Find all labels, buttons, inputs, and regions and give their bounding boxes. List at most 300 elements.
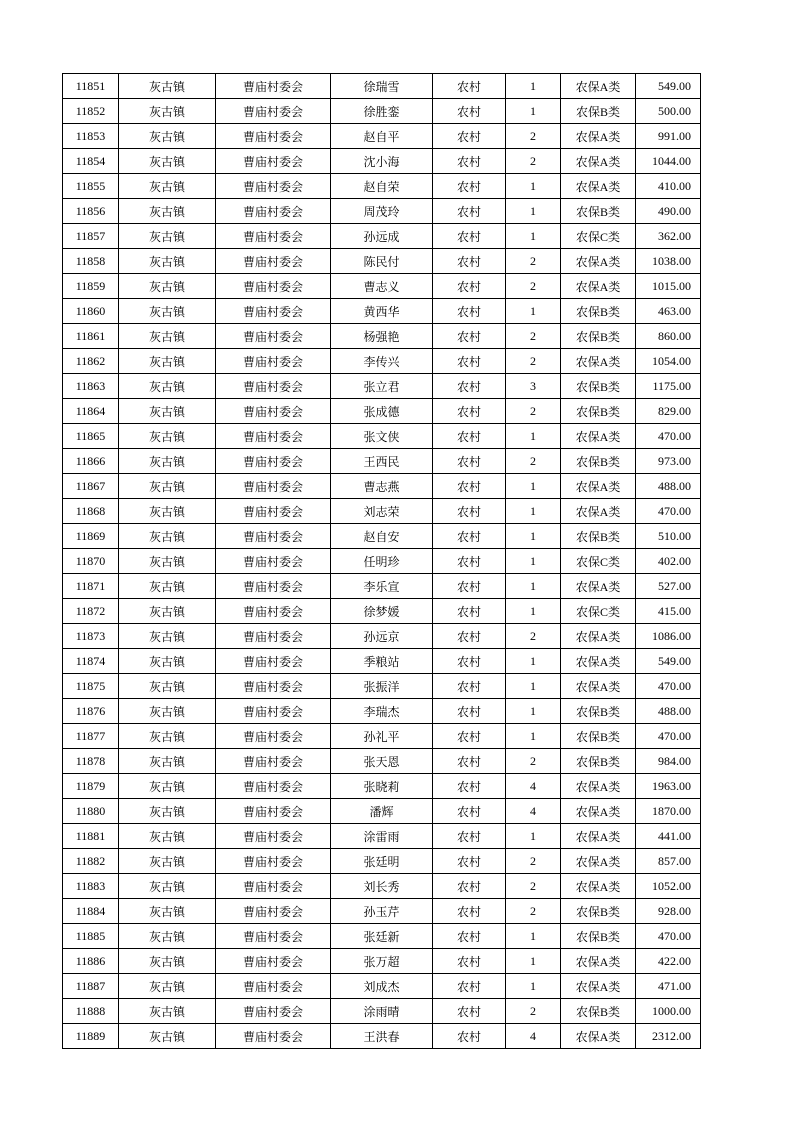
cell-village-committee: 曹庙村委会 <box>216 99 331 124</box>
cell-record-id: 11860 <box>63 299 119 324</box>
cell-category: 农村 <box>433 149 506 174</box>
cell-category: 农村 <box>433 424 506 449</box>
cell-town: 灰古镇 <box>119 999 216 1024</box>
cell-category: 农村 <box>433 474 506 499</box>
cell-person-name: 王西民 <box>331 449 433 474</box>
cell-person-count: 1 <box>506 824 561 849</box>
table-row <box>63 674 701 699</box>
cell-village-committee: 曹庙村委会 <box>216 899 331 924</box>
cell-person-name: 孙玉芹 <box>331 899 433 924</box>
cell-person-name: 张廷明 <box>331 849 433 874</box>
cell-village-committee: 曹庙村委会 <box>216 749 331 774</box>
cell-record-id: 11871 <box>63 574 119 599</box>
cell-village-committee: 曹庙村委会 <box>216 524 331 549</box>
table-row <box>63 599 701 624</box>
cell-record-id: 11861 <box>63 324 119 349</box>
table-row <box>63 149 701 174</box>
table-row <box>63 924 701 949</box>
cell-person-name: 赵自平 <box>331 124 433 149</box>
cell-person-name: 赵自荣 <box>331 174 433 199</box>
cell-record-id: 11885 <box>63 924 119 949</box>
cell-person-count: 2 <box>506 124 561 149</box>
cell-village-committee: 曹庙村委会 <box>216 249 331 274</box>
cell-town: 灰古镇 <box>119 549 216 574</box>
cell-insurance-type: 农保A类 <box>561 974 636 999</box>
cell-insurance-type: 农保A类 <box>561 174 636 199</box>
cell-amount: 510.00 <box>636 524 701 549</box>
cell-record-id: 11881 <box>63 824 119 849</box>
cell-category: 农村 <box>433 699 506 724</box>
cell-insurance-type: 农保A类 <box>561 1024 636 1049</box>
cell-village-committee: 曹庙村委会 <box>216 174 331 199</box>
cell-insurance-type: 农保A类 <box>561 624 636 649</box>
cell-town: 灰古镇 <box>119 274 216 299</box>
cell-person-count: 4 <box>506 799 561 824</box>
cell-insurance-type: 农保A类 <box>561 74 636 99</box>
cell-insurance-type: 农保A类 <box>561 774 636 799</box>
cell-amount: 488.00 <box>636 699 701 724</box>
cell-village-committee: 曹庙村委会 <box>216 774 331 799</box>
cell-person-name: 杨强艳 <box>331 324 433 349</box>
cell-town: 灰古镇 <box>119 824 216 849</box>
table-row <box>63 799 701 824</box>
cell-category: 农村 <box>433 524 506 549</box>
cell-insurance-type: 农保A类 <box>561 674 636 699</box>
cell-amount: 441.00 <box>636 824 701 849</box>
cell-town: 灰古镇 <box>119 399 216 424</box>
cell-person-name: 沈小海 <box>331 149 433 174</box>
cell-person-count: 1 <box>506 974 561 999</box>
cell-person-count: 2 <box>506 999 561 1024</box>
cell-person-count: 2 <box>506 349 561 374</box>
cell-record-id: 11889 <box>63 1024 119 1049</box>
cell-category: 农村 <box>433 224 506 249</box>
cell-person-count: 1 <box>506 99 561 124</box>
cell-town: 灰古镇 <box>119 974 216 999</box>
table-row <box>63 999 701 1024</box>
cell-insurance-type: 农保A类 <box>561 249 636 274</box>
cell-category: 农村 <box>433 299 506 324</box>
table-row <box>63 699 701 724</box>
cell-amount: 1175.00 <box>636 374 701 399</box>
cell-village-committee: 曹庙村委会 <box>216 574 331 599</box>
cell-amount: 410.00 <box>636 174 701 199</box>
cell-person-count: 1 <box>506 949 561 974</box>
cell-town: 灰古镇 <box>119 74 216 99</box>
cell-village-committee: 曹庙村委会 <box>216 124 331 149</box>
cell-insurance-type: 农保A类 <box>561 424 636 449</box>
table-row <box>63 499 701 524</box>
cell-category: 农村 <box>433 899 506 924</box>
cell-town: 灰古镇 <box>119 249 216 274</box>
cell-village-committee: 曹庙村委会 <box>216 874 331 899</box>
table-row <box>63 774 701 799</box>
cell-person-count: 1 <box>506 74 561 99</box>
cell-amount: 470.00 <box>636 424 701 449</box>
cell-person-name: 张立君 <box>331 374 433 399</box>
cell-insurance-type: 农保B类 <box>561 374 636 399</box>
cell-town: 灰古镇 <box>119 299 216 324</box>
cell-amount: 857.00 <box>636 849 701 874</box>
cell-person-name: 张晓莉 <box>331 774 433 799</box>
table-row <box>63 174 701 199</box>
table-body <box>63 74 701 1049</box>
cell-person-name: 曹志燕 <box>331 474 433 499</box>
cell-record-id: 11874 <box>63 649 119 674</box>
cell-amount: 500.00 <box>636 99 701 124</box>
cell-town: 灰古镇 <box>119 324 216 349</box>
cell-person-name: 张天恩 <box>331 749 433 774</box>
cell-person-count: 2 <box>506 249 561 274</box>
table-row <box>63 574 701 599</box>
cell-town: 灰古镇 <box>119 599 216 624</box>
cell-insurance-type: 农保B类 <box>561 524 636 549</box>
cell-record-id: 11866 <box>63 449 119 474</box>
cell-person-name: 涂雨晴 <box>331 999 433 1024</box>
cell-amount: 488.00 <box>636 474 701 499</box>
table-row <box>63 899 701 924</box>
table-row <box>63 199 701 224</box>
cell-category: 农村 <box>433 599 506 624</box>
cell-record-id: 11863 <box>63 374 119 399</box>
cell-record-id: 11882 <box>63 849 119 874</box>
cell-person-count: 2 <box>506 849 561 874</box>
cell-town: 灰古镇 <box>119 849 216 874</box>
cell-person-name: 赵自安 <box>331 524 433 549</box>
cell-record-id: 11854 <box>63 149 119 174</box>
cell-record-id: 11872 <box>63 599 119 624</box>
cell-record-id: 11851 <box>63 74 119 99</box>
cell-insurance-type: 农保A类 <box>561 574 636 599</box>
cell-person-name: 张文侠 <box>331 424 433 449</box>
table-row <box>63 249 701 274</box>
cell-person-count: 2 <box>506 899 561 924</box>
cell-amount: 1054.00 <box>636 349 701 374</box>
cell-town: 灰古镇 <box>119 699 216 724</box>
cell-category: 农村 <box>433 499 506 524</box>
cell-amount: 470.00 <box>636 674 701 699</box>
cell-town: 灰古镇 <box>119 874 216 899</box>
table-row <box>63 424 701 449</box>
table-row <box>63 324 701 349</box>
table-row <box>63 299 701 324</box>
cell-village-committee: 曹庙村委会 <box>216 924 331 949</box>
cell-insurance-type: 农保A类 <box>561 949 636 974</box>
cell-town: 灰古镇 <box>119 449 216 474</box>
table-row <box>63 349 701 374</box>
cell-category: 农村 <box>433 924 506 949</box>
cell-insurance-type: 农保A类 <box>561 799 636 824</box>
cell-category: 农村 <box>433 949 506 974</box>
cell-record-id: 11852 <box>63 99 119 124</box>
cell-person-name: 孙远成 <box>331 224 433 249</box>
cell-record-id: 11887 <box>63 974 119 999</box>
cell-person-count: 1 <box>506 674 561 699</box>
table-row <box>63 524 701 549</box>
cell-town: 灰古镇 <box>119 724 216 749</box>
cell-village-committee: 曹庙村委会 <box>216 74 331 99</box>
cell-insurance-type: 农保B类 <box>561 724 636 749</box>
cell-town: 灰古镇 <box>119 349 216 374</box>
cell-person-name: 任明珍 <box>331 549 433 574</box>
cell-village-committee: 曹庙村委会 <box>216 499 331 524</box>
table-row <box>63 549 701 574</box>
cell-person-count: 1 <box>506 924 561 949</box>
cell-insurance-type: 农保B类 <box>561 399 636 424</box>
cell-record-id: 11876 <box>63 699 119 724</box>
cell-amount: 422.00 <box>636 949 701 974</box>
cell-person-name: 陈民付 <box>331 249 433 274</box>
table-row <box>63 749 701 774</box>
cell-category: 农村 <box>433 374 506 399</box>
cell-record-id: 11867 <box>63 474 119 499</box>
cell-amount: 928.00 <box>636 899 701 924</box>
cell-category: 农村 <box>433 724 506 749</box>
cell-category: 农村 <box>433 974 506 999</box>
cell-category: 农村 <box>433 999 506 1024</box>
cell-town: 灰古镇 <box>119 624 216 649</box>
cell-record-id: 11855 <box>63 174 119 199</box>
cell-amount: 470.00 <box>636 724 701 749</box>
cell-town: 灰古镇 <box>119 124 216 149</box>
cell-insurance-type: 农保C类 <box>561 599 636 624</box>
cell-record-id: 11880 <box>63 799 119 824</box>
cell-category: 农村 <box>433 199 506 224</box>
cell-person-name: 李乐宣 <box>331 574 433 599</box>
cell-record-id: 11865 <box>63 424 119 449</box>
cell-category: 农村 <box>433 799 506 824</box>
cell-person-name: 张成德 <box>331 399 433 424</box>
cell-record-id: 11878 <box>63 749 119 774</box>
cell-record-id: 11856 <box>63 199 119 224</box>
cell-person-name: 刘志荣 <box>331 499 433 524</box>
cell-record-id: 11886 <box>63 949 119 974</box>
table-row <box>63 824 701 849</box>
cell-category: 农村 <box>433 624 506 649</box>
table-row <box>63 624 701 649</box>
cell-town: 灰古镇 <box>119 474 216 499</box>
cell-record-id: 11884 <box>63 899 119 924</box>
cell-category: 农村 <box>433 674 506 699</box>
cell-amount: 490.00 <box>636 199 701 224</box>
cell-person-count: 1 <box>506 474 561 499</box>
cell-insurance-type: 农保A类 <box>561 124 636 149</box>
cell-person-name: 李瑞杰 <box>331 699 433 724</box>
cell-record-id: 11868 <box>63 499 119 524</box>
cell-village-committee: 曹庙村委会 <box>216 399 331 424</box>
table-row <box>63 874 701 899</box>
cell-village-committee: 曹庙村委会 <box>216 374 331 399</box>
cell-amount: 1038.00 <box>636 249 701 274</box>
cell-amount: 1015.00 <box>636 274 701 299</box>
cell-village-committee: 曹庙村委会 <box>216 224 331 249</box>
cell-village-committee: 曹庙村委会 <box>216 349 331 374</box>
cell-insurance-type: 农保B类 <box>561 99 636 124</box>
cell-category: 农村 <box>433 324 506 349</box>
cell-insurance-type: 农保B类 <box>561 699 636 724</box>
cell-person-count: 1 <box>506 724 561 749</box>
cell-town: 灰古镇 <box>119 374 216 399</box>
cell-record-id: 11883 <box>63 874 119 899</box>
cell-town: 灰古镇 <box>119 174 216 199</box>
cell-amount: 362.00 <box>636 224 701 249</box>
cell-person-count: 4 <box>506 774 561 799</box>
cell-person-name: 孙远京 <box>331 624 433 649</box>
cell-town: 灰古镇 <box>119 924 216 949</box>
cell-insurance-type: 农保A类 <box>561 274 636 299</box>
cell-category: 农村 <box>433 349 506 374</box>
cell-town: 灰古镇 <box>119 424 216 449</box>
cell-category: 农村 <box>433 824 506 849</box>
cell-insurance-type: 农保B类 <box>561 899 636 924</box>
cell-insurance-type: 农保B类 <box>561 924 636 949</box>
cell-person-name: 徐梦媛 <box>331 599 433 624</box>
cell-person-name: 徐胜銮 <box>331 99 433 124</box>
cell-person-count: 2 <box>506 149 561 174</box>
cell-amount: 1044.00 <box>636 149 701 174</box>
cell-category: 农村 <box>433 74 506 99</box>
table-row <box>63 649 701 674</box>
cell-record-id: 11870 <box>63 549 119 574</box>
cell-person-count: 2 <box>506 274 561 299</box>
cell-village-committee: 曹庙村委会 <box>216 724 331 749</box>
cell-insurance-type: 农保B类 <box>561 299 636 324</box>
cell-amount: 2312.00 <box>636 1024 701 1049</box>
cell-town: 灰古镇 <box>119 149 216 174</box>
cell-category: 农村 <box>433 749 506 774</box>
table-row <box>63 224 701 249</box>
cell-amount: 829.00 <box>636 399 701 424</box>
table-row <box>63 1024 701 1049</box>
cell-person-count: 2 <box>506 449 561 474</box>
cell-village-committee: 曹庙村委会 <box>216 474 331 499</box>
cell-category: 农村 <box>433 449 506 474</box>
cell-category: 农村 <box>433 849 506 874</box>
table-row <box>63 374 701 399</box>
cell-category: 农村 <box>433 649 506 674</box>
cell-insurance-type: 农保C类 <box>561 549 636 574</box>
cell-village-committee: 曹庙村委会 <box>216 699 331 724</box>
cell-town: 灰古镇 <box>119 224 216 249</box>
cell-amount: 549.00 <box>636 74 701 99</box>
cell-person-count: 1 <box>506 424 561 449</box>
cell-town: 灰古镇 <box>119 899 216 924</box>
cell-person-name: 张廷新 <box>331 924 433 949</box>
cell-person-count: 1 <box>506 549 561 574</box>
cell-category: 农村 <box>433 274 506 299</box>
cell-amount: 470.00 <box>636 924 701 949</box>
cell-amount: 1086.00 <box>636 624 701 649</box>
cell-amount: 470.00 <box>636 499 701 524</box>
cell-amount: 1052.00 <box>636 874 701 899</box>
cell-village-committee: 曹庙村委会 <box>216 949 331 974</box>
cell-person-name: 周茂玲 <box>331 199 433 224</box>
cell-category: 农村 <box>433 574 506 599</box>
cell-village-committee: 曹庙村委会 <box>216 849 331 874</box>
cell-record-id: 11873 <box>63 624 119 649</box>
cell-category: 农村 <box>433 249 506 274</box>
cell-record-id: 11858 <box>63 249 119 274</box>
cell-town: 灰古镇 <box>119 574 216 599</box>
table-row <box>63 449 701 474</box>
cell-person-count: 2 <box>506 324 561 349</box>
cell-person-count: 4 <box>506 1024 561 1049</box>
cell-insurance-type: 农保A类 <box>561 849 636 874</box>
cell-insurance-type: 农保A类 <box>561 499 636 524</box>
cell-amount: 984.00 <box>636 749 701 774</box>
cell-record-id: 11869 <box>63 524 119 549</box>
cell-insurance-type: 农保A类 <box>561 474 636 499</box>
cell-village-committee: 曹庙村委会 <box>216 674 331 699</box>
cell-insurance-type: 农保C类 <box>561 224 636 249</box>
cell-person-name: 刘长秀 <box>331 874 433 899</box>
cell-insurance-type: 农保A类 <box>561 824 636 849</box>
cell-amount: 973.00 <box>636 449 701 474</box>
cell-amount: 471.00 <box>636 974 701 999</box>
cell-person-name: 潘辉 <box>331 799 433 824</box>
cell-amount: 415.00 <box>636 599 701 624</box>
cell-category: 农村 <box>433 174 506 199</box>
cell-amount: 860.00 <box>636 324 701 349</box>
cell-village-committee: 曹庙村委会 <box>216 824 331 849</box>
cell-record-id: 11853 <box>63 124 119 149</box>
cell-person-count: 1 <box>506 174 561 199</box>
cell-person-name: 刘成杰 <box>331 974 433 999</box>
cell-person-count: 1 <box>506 699 561 724</box>
cell-person-count: 2 <box>506 624 561 649</box>
cell-person-count: 1 <box>506 524 561 549</box>
cell-category: 农村 <box>433 549 506 574</box>
cell-record-id: 11888 <box>63 999 119 1024</box>
cell-insurance-type: 农保A类 <box>561 149 636 174</box>
cell-record-id: 11864 <box>63 399 119 424</box>
table-row <box>63 849 701 874</box>
cell-person-count: 1 <box>506 574 561 599</box>
cell-insurance-type: 农保B类 <box>561 324 636 349</box>
cell-village-committee: 曹庙村委会 <box>216 274 331 299</box>
cell-category: 农村 <box>433 124 506 149</box>
cell-village-committee: 曹庙村委会 <box>216 649 331 674</box>
cell-record-id: 11857 <box>63 224 119 249</box>
benefits-table <box>62 73 701 1049</box>
table-row <box>63 274 701 299</box>
cell-record-id: 11879 <box>63 774 119 799</box>
cell-town: 灰古镇 <box>119 674 216 699</box>
cell-insurance-type: 农保A类 <box>561 649 636 674</box>
cell-town: 灰古镇 <box>119 199 216 224</box>
cell-person-count: 2 <box>506 749 561 774</box>
cell-person-count: 1 <box>506 224 561 249</box>
cell-insurance-type: 农保A类 <box>561 874 636 899</box>
cell-amount: 1963.00 <box>636 774 701 799</box>
cell-category: 农村 <box>433 1024 506 1049</box>
cell-town: 灰古镇 <box>119 524 216 549</box>
cell-person-name: 李传兴 <box>331 349 433 374</box>
cell-village-committee: 曹庙村委会 <box>216 599 331 624</box>
cell-amount: 463.00 <box>636 299 701 324</box>
cell-amount: 1870.00 <box>636 799 701 824</box>
cell-village-committee: 曹庙村委会 <box>216 624 331 649</box>
cell-category: 农村 <box>433 399 506 424</box>
cell-person-count: 1 <box>506 649 561 674</box>
cell-person-count: 2 <box>506 399 561 424</box>
cell-amount: 527.00 <box>636 574 701 599</box>
cell-insurance-type: 农保B类 <box>561 749 636 774</box>
cell-town: 灰古镇 <box>119 749 216 774</box>
cell-village-committee: 曹庙村委会 <box>216 974 331 999</box>
cell-person-count: 1 <box>506 499 561 524</box>
cell-village-committee: 曹庙村委会 <box>216 424 331 449</box>
